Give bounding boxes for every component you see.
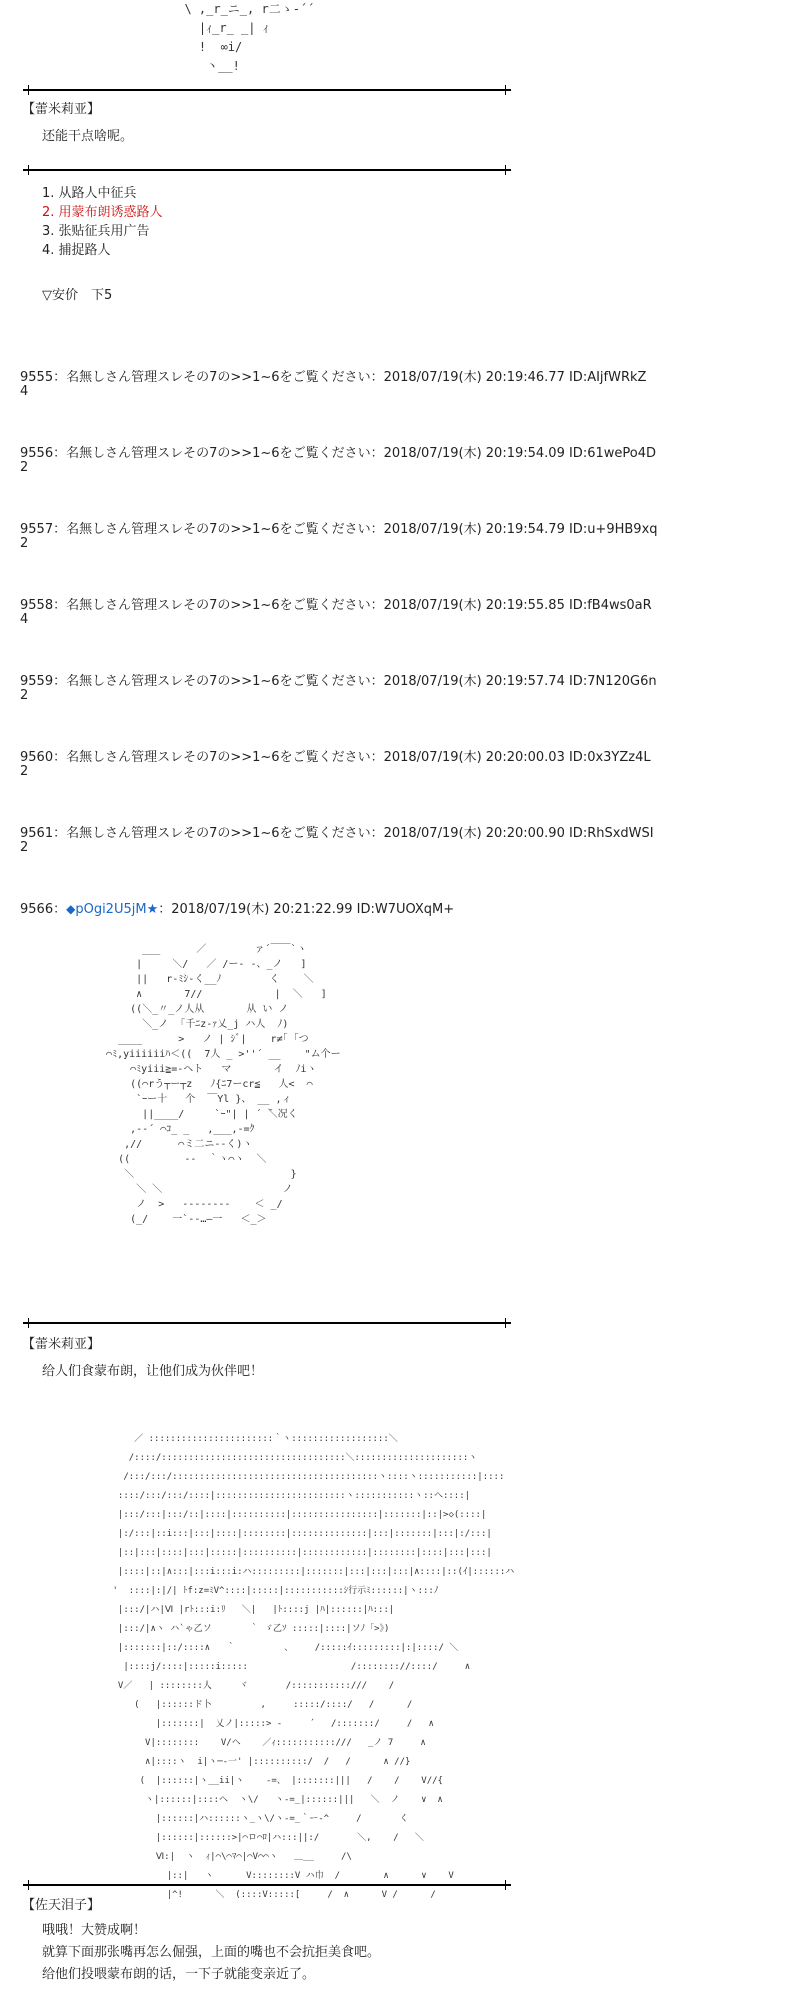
reply-header: 9558：名無しさん管理スレその7の>>1~6をご覧ください：2018/07/19(木) 20:19:55.85 ID:fB4ws0aR	[20, 598, 652, 613]
section-divider	[20, 1880, 514, 1890]
ascii-art-remilia: ___ ／ ァ´￣￣`ヽ | ＼/ ／ /ー‐ ‐、_ノ ] || r‐ﾐｼ-く__ﾉ く ＼ ∧ 7// | ＼ ] ((＼_〃_ノ人从 从 い ノ ＼_ノ ｢千ﾆz-ｧ乂_j ハ人 ﾉ) ____ > ノ | ｼﾞ| r≠｢ ｢つ ⌒ﾐ,yiiiiiiﾊ＜(( 7人 _ >''´ __ "ム个ー ⌒ﾐyiii≧=-ヘト マ イ ﾉiヽ ((⌒rう┬ー┬z ﾉ{ﾆ7ーcr≦ 人< ⌒ `ｰー十 个 ￣Yl }、 __ ,ィ ||____/ `ｰ"| | ´ ̄＼况く ,--´ ⌒ｺ_ _ ,___,-=ｸ ,// ⌒ミ二ニ‐-く)ヽ (( ‐‐ ｀ヽ⌒ヽ ＼ ＼ } ＼ ＼ ノ ノ > ‐‐‐‐‐‐‐‐ ＜ _/ (_/ 一`‐‐…―一 ＜_＞	[106, 944, 341, 1225]
reply-body: 2	[20, 764, 29, 779]
section-divider	[20, 85, 514, 95]
choice-item-1: 1. 从路人中征兵	[42, 186, 137, 201]
ascii-art-top: \ ,_r_ニ_, r二ゝ-´´ |ｨ_r_ _| ｨ ! ∞i/ 丶__!	[184, 2, 315, 73]
op-post-header	[20, 898, 454, 917]
reply-header: 9561：名無しさん管理スレその7の>>1~6をご覧ください：2018/07/19(木) 20:20:00.90 ID:RhSxdWSI	[20, 826, 654, 841]
reply-body: 4	[20, 612, 29, 627]
reply-header: 9559：名無しさん管理スレその7の>>1~6をご覧ください：2018/07/19(木) 20:19:57.74 ID:7N120G6n	[20, 674, 657, 689]
ascii-art-sakuya: ／ :::::::::::::::::::::::｀ヽ::::::::::::::::::＼ /::::/::::::::::::::::::::::::::::::::::＼:::::::::::::::::::::ヽ /:::/:::/::::::::::::::::::::::::::::::::::::::ヽ::::ヽ:::::::::::|:::: ::::/:::/:::/::::|::::::::::::::::::::::::ヽ:::::::::::ヽ::ヘ::::| |:::/:::|:::/::|::::|::::::::::|::::::::::::::::|:::::::|::|>◇(::::| |:/:::|::i:::|:::|::::|::::::::|::::::::::::::|:::|:::::::|:::|:/:::| |::|:::|::::|:::|:::::|::::::::::|::::::::::::|::::::::|::::|:::|:::| |::::|::|∧:::|:::i:::i:ハ:::::::::|:::::::|:::|:::|:::|∧::::|::(ｲ|::::::ハ ' ::::|:|/| ﾄf:z=ﾐV^::::|:::::|:::::::::::ｼ行示ﾐ::::::|ヽ:::ﾉ |:::/|ハ|Ⅵ |rﾄ:::i:ﾘ ＼| |ﾄ::::j |ﾊ|::::::|ﾊ:::| |:::/|∧ヽ ハ`ゃ乙ソ ｀ ゞ乙ｿ :::::|::::|ソﾉ「>》) |:::::::|::/::::∧ ｀ 、 /:::::ｲ:::::::::|:|::::/ ＼ |::::j/::::|:::::i::::: /:::::::://::::/ ∧ V／ | ::::::::人 ヾ /:::::::::::/// / ( |::::::ド卜 , :::::/::::/ / / |:::::::| 乂ノ|:::::> - ´ /:::::::/ / ∧ V|:::::::: V/ヘ ／ｨ:::::::::::/// _ノ 7 ∧ ∧|::::ヽ i|ヽ─‐一' |::::::::::/ / / ∧ //} ( |::::::|ヽ__ii|ヽ -=、 |:::::::||| / / V//{ ヽ|::::::|::::ヘ ヽ\/ ヽ-=_|::::::||| ＼ ノ ∨ ∧ |::::::|ハ::::::ヽ_ヽ\/ヽ-=_｀ー‐^ / く |::::::|::::::>|⌒ロ⌒ﾛ|ハ:::||:/ ＼, / ＼ Ⅵ:| ヽ ｨ|⌒\⌒ﾏ⌒|⌒V⌒⌒ヽ ＿__ /\ |::| ヽ V::::::::V ハ巾 / ∧ ∨ V |^! ＼ (::::V:::::[ / ∧ V / /	[112, 1434, 515, 1900]
post-number: 9566：	[20, 902, 67, 917]
reply-body: 2	[20, 536, 29, 551]
tripcode-link[interactable]: pOgi2U5jM	[75, 902, 147, 917]
reply-header: 9555：名無しさん管理スレその7の>>1~6をご覧ください：2018/07/19(木) 20:19:46.77 ID:AIjfWRkZ	[20, 370, 647, 385]
post-meta: ：2018/07/19(木) 20:21:22.99 ID:W7UOXqM+	[158, 902, 455, 917]
dialogue-line: 还能干点啥呢。	[42, 129, 134, 144]
reply-body: 2	[20, 840, 29, 855]
dialogue-line: 给他们投喂蒙布朗的话，一下子就能变亲近了。	[42, 1967, 316, 1982]
reply-body: 2	[20, 460, 29, 475]
reply-body: 4	[20, 384, 29, 399]
section-divider	[20, 165, 514, 175]
reply-header: 9557：名無しさん管理スレその7の>>1~6をご覧ください：2018/07/19(木) 20:19:54.79 ID:u+9HB9xq	[20, 522, 658, 537]
speaker-name: 【蕾米莉亚】	[22, 102, 101, 117]
star-icon: ★	[146, 902, 159, 917]
dialogue-line: 就算下面那张嘴再怎么倔强，上面的嘴也不会抗拒美食吧。	[42, 1945, 381, 1960]
vote-prompt: ▽安价 下5	[42, 288, 113, 303]
speaker-name: 【蕾米莉亚】	[22, 1337, 101, 1352]
section-divider	[20, 1318, 514, 1328]
choice-item-3: 3. 张贴征兵用广告	[42, 224, 150, 239]
dialogue-line: 哦哦！大赞成啊！	[42, 1923, 147, 1938]
reply-header: 9560：名無しさん管理スレその7の>>1~6をご覧ください：2018/07/19(木) 20:20:00.03 ID:0x3YZz4L	[20, 750, 651, 765]
choice-item-4: 4. 捕捉路人	[42, 243, 111, 258]
speaker-name: 【佐天泪子】	[22, 1898, 101, 1913]
dialogue-line: 给人们食蒙布朗，让他们成为伙伴吧！	[42, 1364, 264, 1379]
diamond-icon: ◆	[66, 902, 76, 916]
reply-header: 9556：名無しさん管理スレその7の>>1~6をご覧ください：2018/07/19(木) 20:19:54.09 ID:61wePo4D	[20, 446, 656, 461]
reply-body: 2	[20, 688, 29, 703]
choice-item-2: 2. 用蒙布朗诱惑路人	[42, 205, 163, 220]
